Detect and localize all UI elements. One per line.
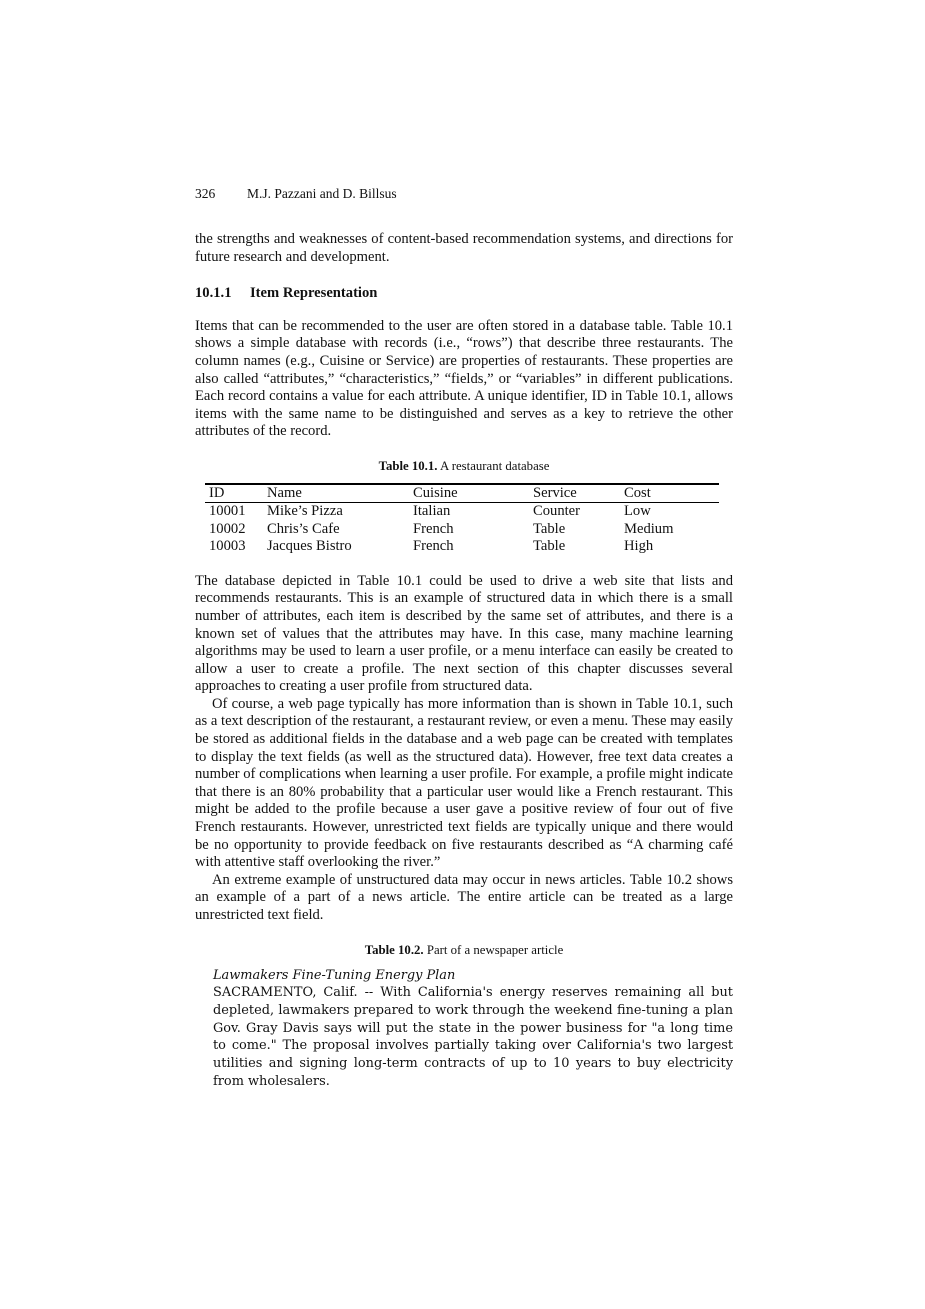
table-cell: Jacques Bistro [267, 538, 352, 555]
table-cell: Low [624, 502, 651, 519]
table-cell: Table [533, 538, 566, 555]
table-10-1-caption-text: A restaurant database [439, 458, 550, 473]
article-headline: Lawmakers Fine-Tuning Energy Plan [213, 967, 456, 983]
table-cell: 10001 [209, 502, 246, 519]
table-cell: Counter [533, 502, 581, 519]
table-10-1-caption [195, 458, 733, 474]
section-paragraph: Items that can be recommended to the user are often stored in a database table. Table 10.1 shows a simple database with records (i.e., “rows”) that describe three restaurants. The column names (e.g., Cuisine or Service) are properties of restaurants. These properties are also called “attributes,” “characteristics,” “fields,” or “variables” in different publications. Each record contains a value for each attribute. A unique identifier, ID in Table 10.1, allows items with the same name to be distinguished and serves as a key to retrieve the other attributes of the record. [195, 317, 733, 440]
table-10-1-caption-label: Table 10.1. [378, 458, 438, 473]
table-row [205, 521, 719, 539]
body-paragraph: The database depicted in Table 10.1 could be used to drive a web site that lists and recommends restaurants. This is an example of structured data in which there is a small number of attributes, each item is described by the same set of attributes, and there is a known set of values that the attributes may have. In this case, many machine learning algorithms may be used to learn a user profile, or a menu interface can easily be created to allow a user to create a profile. The next section of this chapter discusses several approaches to creating a user profile from structured data. [195, 572, 733, 695]
table-row [205, 502, 719, 520]
page-number: 326 [195, 186, 216, 201]
intro-paragraph: the strengths and weaknesses of content-based recommendation systems, and directions for future research and development. [195, 231, 733, 265]
table-cell: Italian [413, 502, 451, 519]
body-paragraph: An extreme example of unstructured data may occur in news articles. Table 10.2 shows an example of a part of a news article. The entire article can be treated as a large unrestricted text field. [195, 871, 733, 923]
table-cell: Chris’s Cafe [267, 520, 340, 537]
column-header: ID [205, 484, 263, 503]
running-head-authors: M.J. Pazzani and D. Billsus [247, 186, 397, 201]
column-header: Cuisine [409, 484, 529, 503]
table-10-2-caption-text: Part of a newspaper article [426, 942, 564, 957]
restaurant-table [205, 483, 719, 556]
body-paragraph: Of course, a web page typically has more information than is shown in Table 10.1, such as a text description of the restaurant, a restaurant review, or even a menu. These may easily be stored as additional fields in the database and a web page can be created with templates to display the text fields (as well as the structured data). However, free text data creates a number of complications when learning a user profile. For example, a profile might indicate that there is an 80% probability that a particular user would like a French restaurant. This might be added to the profile because a user gave a positive review of four out of five French restaurants. However, unrestricted text fields are typically unique and there would be no opportunity to provide feedback on five restaurants described as “A charming café with attentive staff overlooking the river.” [195, 695, 733, 871]
section-heading [195, 285, 733, 303]
newspaper-article [213, 967, 733, 1091]
table-cell: French [413, 538, 454, 555]
table-cell: 10003 [209, 538, 246, 555]
table-cell: High [624, 538, 654, 555]
table-cell: Mike’s Pizza [267, 502, 343, 519]
table-cell: Medium [624, 520, 674, 537]
table-cell: 10002 [209, 520, 246, 537]
column-header: Service [529, 484, 620, 503]
table-cell: Table [533, 520, 566, 537]
table-cell: French [413, 520, 454, 537]
table-10-2-caption-label: Table 10.2. [364, 942, 424, 957]
article-text: SACRAMENTO, Calif. -- With California's energy reserves remaining all but depleted, lawmakers prepared to work through the weekend fine-tuning a plan Gov. Gray Davis says will put the state in the power business for "a long time to come." The proposal involves partially taking over California's two largest utilities and signing long-term contracts of up to 10 years to buy electricity from wholesalers. [213, 985, 733, 1089]
table-header-row [205, 484, 719, 503]
column-header: Cost [620, 484, 719, 503]
column-header: Name [263, 484, 409, 503]
table-10-2-caption [195, 942, 733, 958]
section-number: 10.1.1 [195, 285, 232, 302]
running-head [195, 184, 733, 204]
page-body [195, 184, 733, 1091]
section-title: Item Representation [250, 285, 378, 302]
table-row [205, 538, 719, 556]
